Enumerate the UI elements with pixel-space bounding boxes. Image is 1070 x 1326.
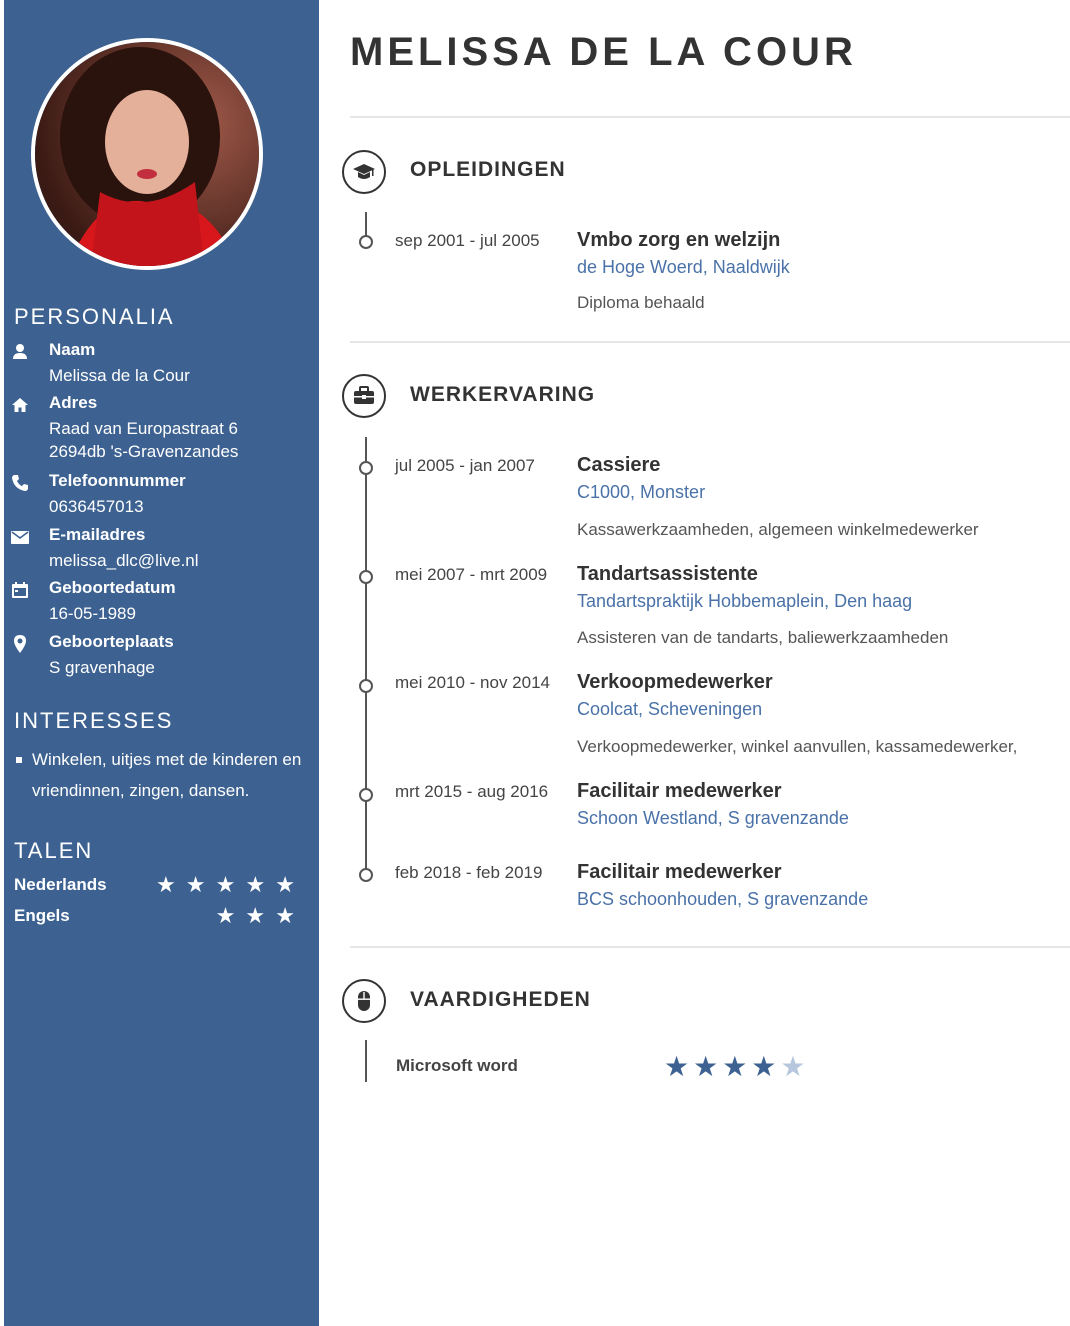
- divider: [350, 946, 1070, 948]
- phone-icon: [10, 473, 30, 493]
- entry-place: Tandartspraktijk Hobbemaplein, Den haag: [577, 591, 913, 611]
- person-icon: [10, 342, 30, 362]
- divider: [350, 341, 1070, 343]
- timeline-line: [365, 1040, 367, 1082]
- email-label: E-mailadres: [49, 525, 146, 544]
- sidebar: [4, 0, 319, 1326]
- interesses-heading: INTERESSES: [14, 708, 174, 733]
- skill-rating-stars: [664, 1050, 810, 1083]
- language-rating-stars: ★ ★ ★: [215, 903, 297, 928]
- entry-title: Facilitair medewerker: [577, 861, 782, 883]
- entry-title: Vmbo zorg en welzijn: [577, 229, 781, 251]
- entry-date: mrt 2015 - aug 2016: [395, 782, 549, 801]
- entry-date: sep 2001 - jul 2005: [395, 231, 540, 250]
- email-value: melissa_dlc@live.nl: [49, 551, 199, 570]
- werkervaring-heading: WERKERVARING: [410, 383, 596, 406]
- adres-line-1: Raad van Europastraat 6: [49, 419, 239, 438]
- entry-date: jul 2005 - jan 2007: [395, 456, 535, 475]
- email-icon: [10, 527, 30, 547]
- vaardigheden-heading: VAARDIGHEDEN: [410, 988, 591, 1011]
- adres-line-2: 2694db 's-Gravenzandes: [49, 442, 239, 461]
- briefcase-icon: [342, 374, 386, 418]
- entry-place: C1000, Monster: [577, 482, 706, 502]
- language-name: Engels: [14, 906, 70, 925]
- personalia-heading: PERSONALIA: [14, 304, 175, 329]
- page-title: MELISSA DE LA COUR: [350, 30, 857, 74]
- skill-stars-empty: ★: [780, 1051, 810, 1082]
- telefoon-value: 0636457013: [49, 497, 144, 516]
- home-icon: [10, 395, 30, 415]
- entry-place: de Hoge Woerd, Naaldwijk: [577, 257, 790, 277]
- naam-label: Naam: [49, 340, 96, 359]
- interest-text: Winkelen, uitjes met de kinderen en vriendinnen, zingen, dansen.: [32, 750, 302, 800]
- entry-desc: Kassawerkzaamheden, algemeen winkelmedewerker: [577, 520, 979, 539]
- timeline-line: [365, 437, 367, 877]
- skill-name: Microsoft word: [396, 1056, 518, 1075]
- language-name: Nederlands: [14, 875, 107, 894]
- profile-photo: [31, 38, 263, 270]
- entry-date: feb 2018 - feb 2019: [395, 863, 543, 882]
- location-pin-icon: [10, 634, 30, 654]
- entry-place: BCS schoonhouden, S gravenzande: [577, 889, 869, 909]
- opleidingen-heading: OPLEIDINGEN: [410, 158, 566, 181]
- geboorteplaats-value: S gravenhage: [49, 658, 155, 677]
- entry-desc: Assisteren van de tandarts, baliewerkzaamheden: [577, 628, 949, 647]
- geboorteplaats-label: Geboorteplaats: [49, 632, 174, 651]
- talen-heading: TALEN: [14, 838, 94, 863]
- naam-value: Melissa de la Cour: [49, 366, 190, 385]
- telefoon-label: Telefoonnummer: [49, 471, 186, 490]
- entry-desc: Diploma behaald: [577, 293, 705, 312]
- entry-title: Tandartsassistente: [577, 563, 758, 585]
- timeline-dot: [359, 788, 373, 802]
- mouse-icon: [342, 979, 386, 1023]
- timeline-dot: [359, 461, 373, 475]
- timeline-dot: [359, 679, 373, 693]
- skill-stars-filled: ★★★★: [664, 1051, 781, 1082]
- adres-value: [49, 417, 238, 463]
- entry-title: Facilitair medewerker: [577, 780, 782, 802]
- entry-title: Verkoopmedewerker: [577, 671, 773, 693]
- timeline-dot: [359, 570, 373, 584]
- entry-date: mei 2010 - nov 2014: [395, 673, 550, 692]
- entry-date: mei 2007 - mrt 2009: [395, 565, 548, 584]
- bullet-icon: [16, 757, 22, 763]
- calendar-icon: [10, 580, 30, 600]
- divider: [350, 116, 1070, 118]
- entry-desc: Verkoopmedewerker, winkel aanvullen, kassamedewerker,: [577, 737, 1018, 756]
- geboortedatum-value: 16-05-1989: [49, 604, 136, 623]
- main-content: [320, 0, 1070, 1326]
- entry-place: Coolcat, Scheveningen: [577, 699, 763, 719]
- timeline-dot: [359, 868, 373, 882]
- profile-photo-image: [35, 42, 263, 270]
- entry-title: Cassiere: [577, 454, 661, 476]
- timeline-dot: [359, 235, 373, 249]
- graduation-cap-icon: [342, 150, 386, 194]
- geboortedatum-label: Geboortedatum: [49, 578, 176, 597]
- entry-place: Schoon Westland, S gravenzande: [577, 808, 849, 828]
- interest-item: [14, 744, 314, 806]
- language-rating-stars: ★ ★ ★ ★ ★: [155, 872, 297, 897]
- adres-label: Adres: [49, 393, 98, 412]
